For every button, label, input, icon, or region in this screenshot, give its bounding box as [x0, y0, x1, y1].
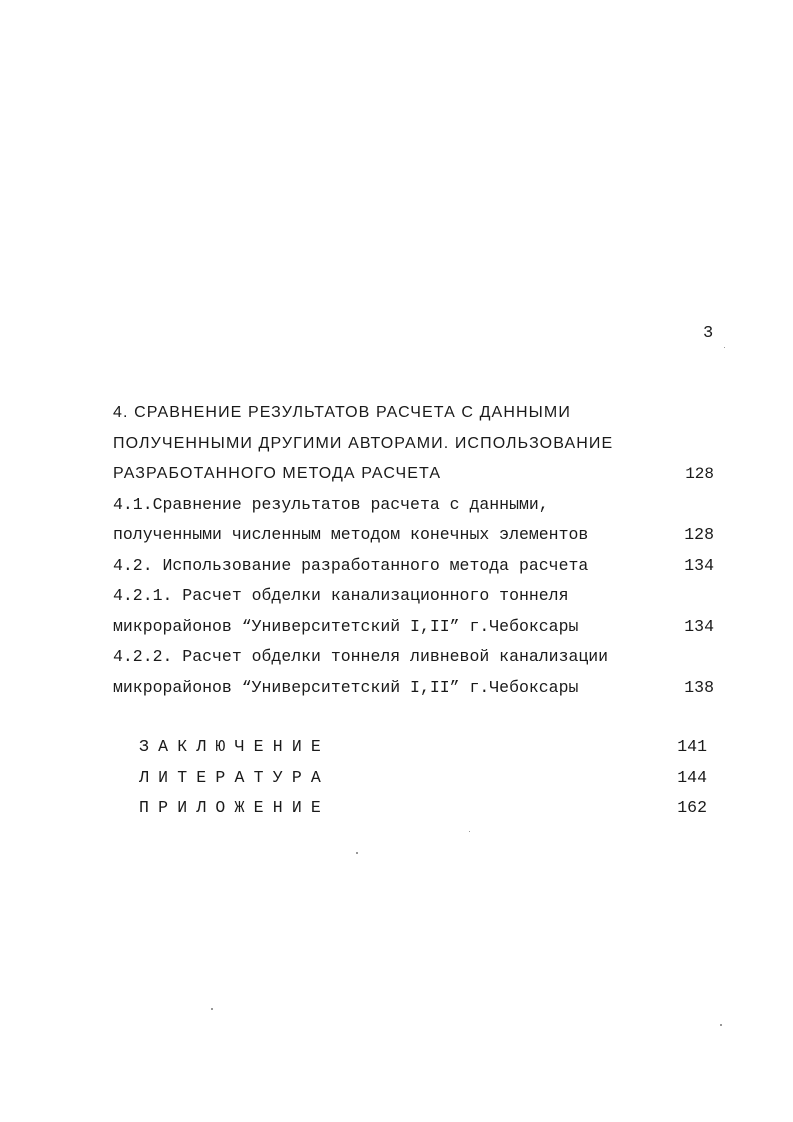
toc-item-text: микрорайонов “Университетский I,II” г.Чебоксары: [113, 616, 579, 636]
toc-page-number: 128: [685, 465, 714, 483]
toc-item-text: 4.2. Использование разработанного метода расчета: [113, 555, 589, 575]
scan-speck: [720, 1024, 722, 1026]
scan-speck: [469, 831, 470, 832]
scan-speck: [211, 1008, 213, 1010]
toc-page-number: 162: [677, 798, 707, 817]
toc-section-appendix: [139, 793, 709, 824]
toc-page-number: 128: [684, 525, 714, 544]
toc-item-4-2: [113, 551, 718, 582]
toc-item-4-2-2-line1: [113, 642, 718, 673]
toc-section-label: ПРИЛОЖЕНИЕ: [139, 798, 331, 817]
toc-item-text: 4.1.Сравнение результатов расчета с данными,: [113, 494, 549, 514]
toc-item-4-line3: [113, 459, 718, 490]
toc-page-number: 134: [684, 616, 714, 636]
toc-item-text: ПОЛУЧЕННЫМИ ДРУГИМИ АВТОРАМИ. ИСПОЛЬЗОВАНИЕ: [113, 434, 614, 452]
toc-item-text: полученными численным методом конечных элементов: [113, 525, 589, 544]
toc-section-conclusion: [139, 732, 709, 763]
toc-item-4-2-2-line2: [113, 673, 718, 704]
toc-item-text: микрорайонов “Университетский I,II” г.Чебоксары: [113, 677, 579, 697]
toc-item-4-line2: [113, 429, 718, 460]
toc-item-text: 4.2.1. Расчет обделки канализационного тоннеля: [113, 586, 569, 605]
toc-item-4-1-line2: [113, 520, 718, 551]
toc-section-label: ЗАКЛЮЧЕНИЕ: [139, 737, 331, 756]
scan-speck: [724, 347, 725, 348]
toc-item-4-2-1-line1: [113, 581, 718, 612]
toc-page-number: 134: [684, 555, 714, 575]
toc-page-number: 138: [684, 677, 714, 697]
toc-item-text: РАЗРАБОТАННОГО МЕТОДА РАСЧЕТА: [113, 465, 442, 482]
toc-item-4-line1: [113, 398, 718, 429]
toc-item-text: 4.2.2. Расчет обделки тоннеля ливневой канализации: [113, 647, 609, 666]
toc-item-text: 4. СРАВНЕНИЕ РЕЗУЛЬТАТОВ РАСЧЕТА С ДАННЫМИ: [113, 404, 571, 421]
toc-sections: [139, 732, 709, 824]
toc-item-4-2-1-line2: [113, 612, 718, 643]
scan-speck: [356, 852, 358, 854]
toc-page-number: 144: [677, 767, 707, 787]
toc-section-literature: [139, 763, 709, 794]
toc-item-4-1-line1: [113, 490, 718, 521]
table-of-contents: [113, 398, 718, 703]
page-number: 3: [703, 324, 714, 343]
toc-page-number: 141: [677, 737, 707, 756]
toc-section-label: ЛИТЕРАТУРА: [139, 767, 331, 787]
